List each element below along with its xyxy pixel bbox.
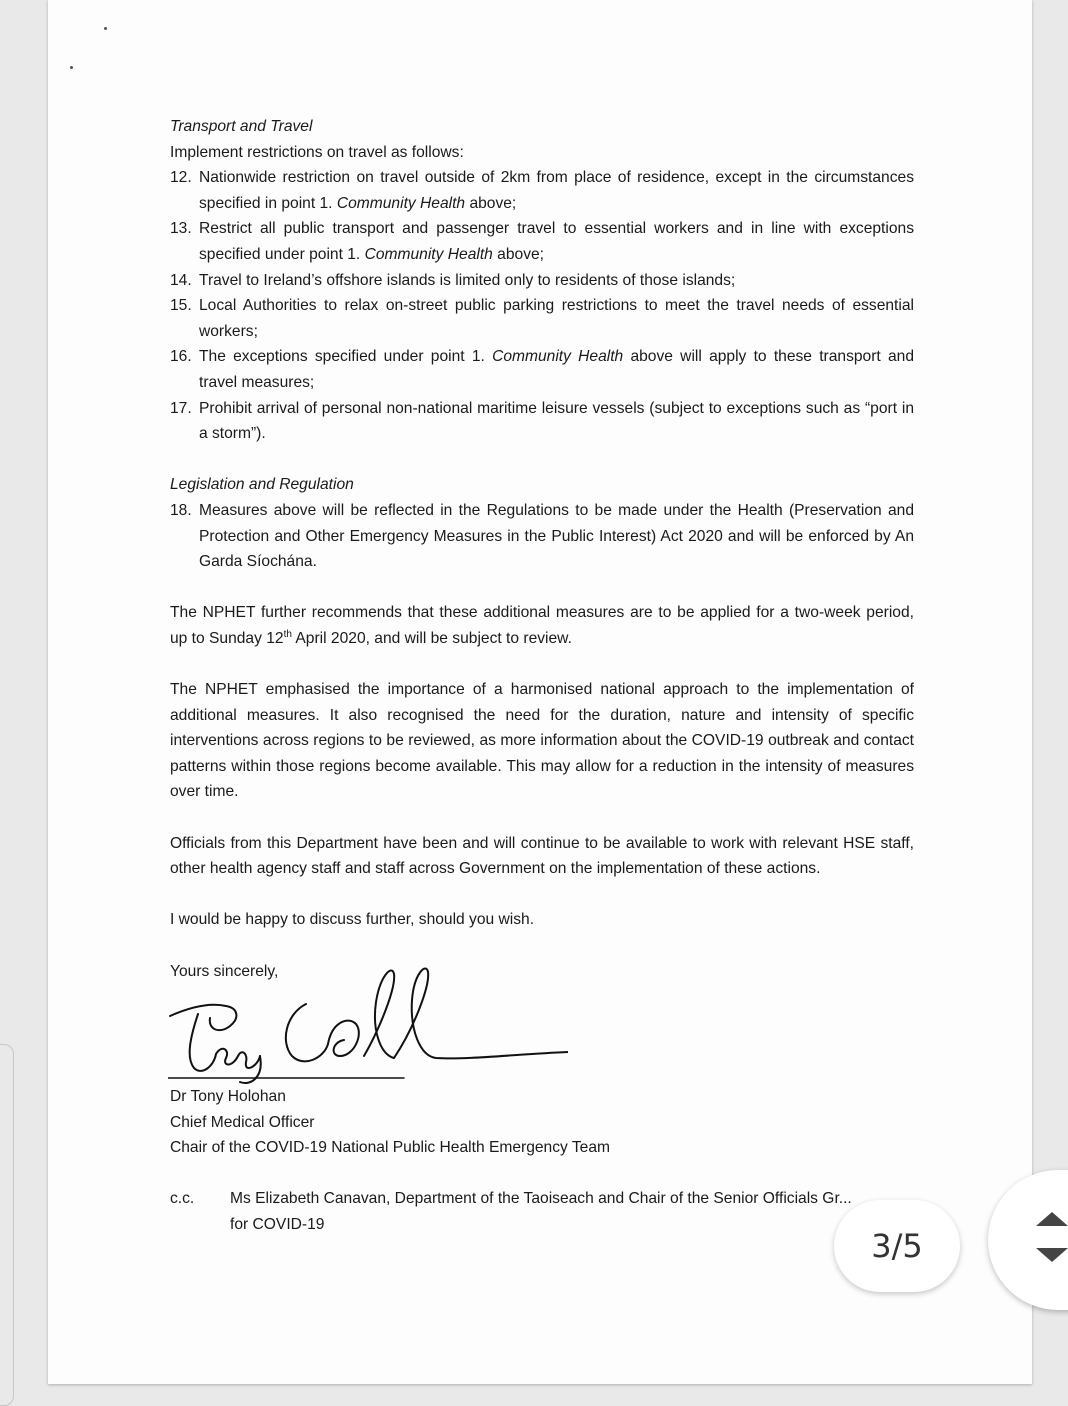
closing-line: Yours sincerely, <box>170 962 279 980</box>
side-panel-tab[interactable] <box>0 1044 14 1406</box>
item-number: 18. <box>170 501 192 519</box>
chevron-down-icon[interactable] <box>1036 1248 1068 1262</box>
letter-body <box>170 114 914 984</box>
chevron-up-icon[interactable] <box>1036 1212 1068 1226</box>
transport-intro: Implement restrictions on travel as follows: <box>170 143 464 161</box>
cc-label: c.c. <box>170 1190 195 1207</box>
scan-speck <box>70 66 73 69</box>
list-item: 16. The exceptions specified under point 1. Community Health above will apply to these transport and travel measures; <box>170 344 914 395</box>
list-item: 17. Prohibit arrival of personal non-national maritime leisure vessels (subject to exceptions such as “port in a storm”). <box>170 396 914 447</box>
list-item: 14. Travel to Ireland’s offshore islands is limited only to residents of those islands; <box>170 268 914 294</box>
list-item: 15. Local Authorities to relax on-street public parking restrictions to meet the travel needs of essential workers; <box>170 293 914 344</box>
item-number: 14. <box>170 271 192 289</box>
scan-speck <box>104 27 107 30</box>
item-number: 17. <box>170 399 192 417</box>
legislation-measures-list <box>170 498 914 575</box>
review-paragraph: The NPHET further recommends that these additional measures are to be applied for a two-week period, up to Sunday 12th April 2020, and will be subject to review. <box>170 604 914 647</box>
signatory-title: Chief Medical Officer <box>170 1113 315 1131</box>
officials-paragraph: Officials from this Department have been and will continue to be available to work with relevant HSE staff, other health agency staff and staff across Government on the implementation of these actions. <box>170 834 914 878</box>
signatory-role: Chair of the COVID-19 National Public Health Emergency Team <box>170 1139 611 1157</box>
list-item: 12. Nationwide restriction on travel outside of 2km from place of residence, except in the circumstances specified in point 1. Community Health above; <box>170 165 914 216</box>
discuss-paragraph: I would be happy to discuss further, should you wish. <box>170 911 535 929</box>
transport-measures-list <box>170 165 914 447</box>
cc-line-2: for COVID-19 <box>230 1215 325 1233</box>
list-item: 18. Measures above will be reflected in the Regulations to be made under the Health (Preservation and Protection and Other Emergency Measures in the Public Interest) Act 2020 and will be enforced by An Garda Síochána. <box>170 498 914 575</box>
document-page <box>48 0 1032 1384</box>
signature-block <box>170 1084 610 1161</box>
harmonised-approach-paragraph: The NPHET emphasised the importance of a harmonised national approach to the implementation of additional measures. It also recognised the need for the duration, nature and intensity of specific interventions across regions to be reviewed, as more information about the COVID-19 outbreak and contact patterns within those regions become available. This may allow for a reduction in the intensity of measures over time. <box>170 681 914 801</box>
handwritten-signature <box>168 958 568 1088</box>
section-heading-legislation: Legislation and Regulation <box>170 476 354 494</box>
list-item: 13. Restrict all public transport and passenger travel to essential workers and in line with exceptions specified under point 1. Community Health above; <box>170 216 914 267</box>
cc-line-1: Ms Elizabeth Canavan, Department of the Taoiseach and Chair of the Senior Officials Gr... <box>230 1190 852 1207</box>
item-number: 13. <box>170 220 192 238</box>
cc-block <box>170 1186 920 1237</box>
signatory-name: Dr Tony Holohan <box>170 1088 286 1105</box>
item-number: 15. <box>170 297 192 315</box>
item-number: 12. <box>170 169 192 187</box>
item-number: 16. <box>170 348 192 366</box>
section-heading-transport: Transport and Travel <box>170 118 313 135</box>
page-indicator: 3/5 <box>834 1200 960 1292</box>
